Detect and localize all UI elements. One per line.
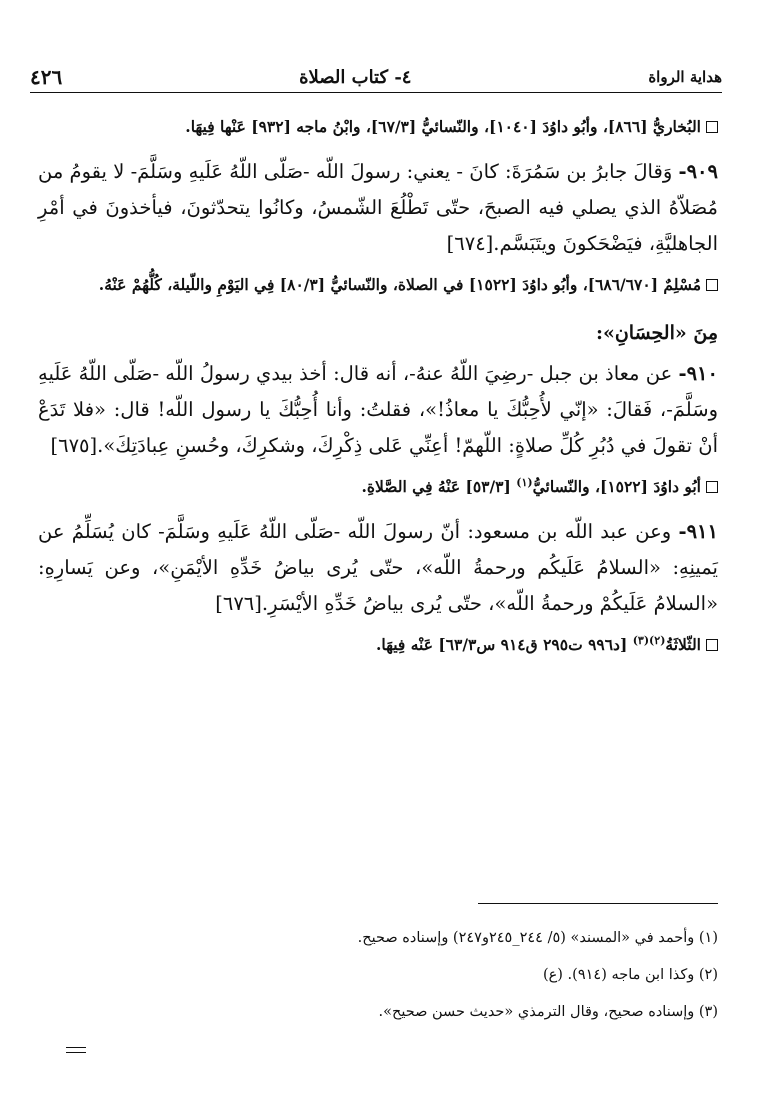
source-text-cont: [٥٣/٣] عَنْهُ فِي الصَّلاةِ. (361, 477, 511, 496)
footnotes (38, 928, 718, 1039)
hadith-909 (38, 154, 718, 262)
hadith-number: ٩١٠- (678, 362, 718, 385)
source-text: البُخاريُّ [٨٦٦]، وأبُو داوُدَ [١٠٤٠]، والنّسائيُّ [٦٧/٣]، وابْنُ ماجه [٩٣٢] عَنْها فِيهَا. (185, 117, 701, 136)
hadith-text: وعن عبد اللّه بن مسعود: أنّ رسولَ اللّه -صَلّى اللّهُ عَلَيهِ وسَلَّمَ- كان يُسَلِّمُ عن يَمينِهِ: «السلامُ عَلَيكُم ورحمةُ اللّه»، حتّى يُرى بياضُ خَدِّهِ الأيْمَنِ»، وعن يَسارِهِ: «السلامُ عَلَيكُمْ ورحمةُ اللّه»، حتّى يُرى بياضُ خَدِّهِ الأيْسَرِ. (38, 520, 718, 615)
hadith-911 (38, 514, 718, 622)
hadith-text: وَقالَ جابرُ بن سَمُرَةَ: كانَ - يعني: رسولَ اللّه -صَلّى اللّهُ عَلَيهِ وسَلَّمَ- لا يقومُ من مُصَلاّهُ الذي يصلي فيه الصبحَ، حتّى تَطْلُعَ الشّمسُ، وكانُوا يتحدّثونَ، فيأخذونَ في أمْرِ الجاهليَّةِ، فيَضْحَكونَ ويتَبَسَّم. (38, 160, 718, 255)
footnote-divider (478, 903, 718, 904)
hadith-number: ٩٠٩- (678, 160, 718, 183)
hadith-ref: [٦٧٦] (215, 592, 262, 615)
footnote-marker[interactable]: (١) (516, 475, 533, 489)
chapter-title: ٤- كتاب الصلاة (299, 66, 412, 88)
source-text-cont: [د٩٩٦ ت٢٩٥ ق٩١٤ س٦٣/٣] عَنْه فِيهَا. (375, 635, 628, 654)
footnote-1: (١) وأحمد في «المسند» (٥/ ٢٤٤_٢٤٥و٢٤٧) وإسناده صحيح. (357, 930, 718, 946)
hadith-ref: [٦٧٥] (50, 434, 98, 457)
main-text (38, 112, 718, 666)
source-text: الثّلاثَةُ (665, 635, 701, 654)
section-title: مِنَ «الحِسَانِ»: (595, 322, 718, 344)
source-text: مُسْلِمٌ [٦٨٦/٦٧٠]، وأبُو داوُدَ [١٥٢٢] في الصلاة، والنّسائيُّ [٨٠/٣] فِي اليَوْمِ واللّيلة، كُلُّهُمْ عَنْهُ. (98, 275, 701, 294)
source-text: أبُو داوُدَ [١٥٢٢]، والنّسائيُّ (532, 477, 701, 496)
page-end-mark (66, 1047, 86, 1057)
source-note-908 (38, 112, 718, 142)
source-note-911 (38, 630, 718, 660)
running-header (30, 62, 722, 93)
square-bullet-icon (706, 639, 718, 651)
page-number: ٤٢٦ (30, 65, 63, 89)
hadith-number: ٩١١- (678, 520, 718, 543)
square-bullet-icon (706, 121, 718, 133)
square-bullet-icon (706, 279, 718, 291)
source-note-910 (38, 472, 718, 502)
footnote-2: (٢) وكذا ابن ماجه (٩١٤). (ع) (542, 967, 718, 983)
book-title: هداية الرواة (648, 68, 722, 86)
hadith-text: عن معاذ بن جبل -رضِيَ اللّهُ عنهُ-، أنه قال: أخذ بيدي رسولُ اللّه -صَلّى اللّهُ عَلَيهِ وسَلَّمَ-، فَقالَ: «إنّي لأُحِبُّكَ يا معاذُ!»، فقلتُ: وأنا أُحِبُّكَ يا رسول اللّه! قال: «فلا تَدَعْ أنْ تقولَ في دُبُرِ كُلِّ صلاةٍ: اللّهمّ! أعِنِّي عَلى ذِكْرِكَ، وشكرِكَ، وحُسنِ عِبادَتِكَ». (38, 362, 718, 457)
footnote-3: (٣) وإسناده صحيح، وقال الترمذي «حديث حسن صحيح». (378, 1004, 718, 1020)
square-bullet-icon (706, 481, 718, 493)
hadith-ref: [٦٧٤] (446, 232, 494, 255)
hadith-910 (38, 356, 718, 464)
source-note-909 (38, 270, 718, 300)
footnote-marker[interactable]: (٢)(٣) (632, 633, 666, 647)
